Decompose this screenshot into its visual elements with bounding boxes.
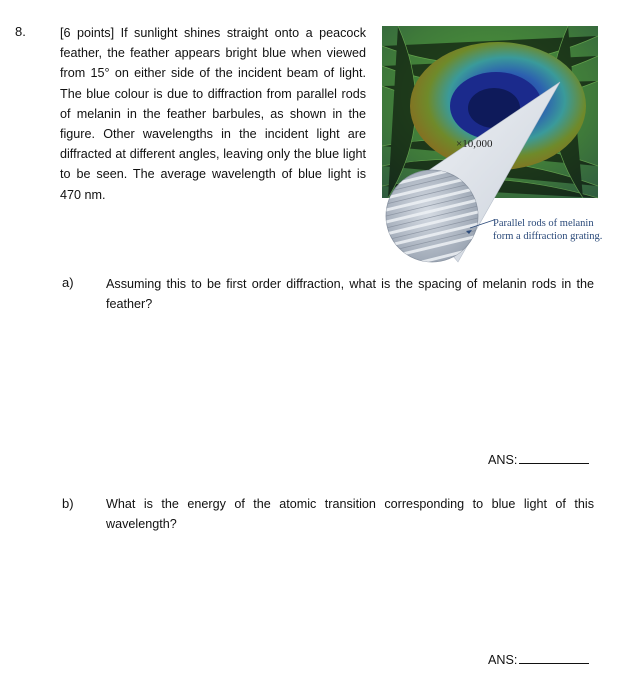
part-a-question: Assuming this to be first order diffraction, what is the spacing of melanin rods in the feather? (106, 277, 594, 311)
part-a-answer-line[interactable] (519, 452, 589, 464)
part-a-answer-label: ANS: (488, 453, 518, 467)
figure-caption: Parallel rods of melanin form a diffraction grating. (493, 218, 603, 242)
part-b-label: b) (62, 496, 74, 511)
question-number: 8. (15, 24, 26, 39)
question-intro: [6 points] If sunlight shines straight onto a peacock feather, the feather appears bright blue when viewed from 15° on either side of the incident beam of light. The blue colour is due to diffraction from parallel rods of melanin in the feather barbules, as shown in the figure. Other wavelengths in the incident light are diffracted at different angles, leaving only the blue light to be seen. The average wavelength of blue light is 470 nm. (60, 26, 366, 202)
magnification-label: ×10,000 (456, 138, 493, 150)
part-b-answer-label: ANS: (488, 653, 518, 667)
part-a-answer (488, 452, 589, 467)
part-b-answer-line[interactable] (519, 652, 589, 664)
part-b-answer (488, 652, 589, 667)
part-a-label: a) (62, 275, 74, 290)
part-b-question: What is the energy of the atomic transition corresponding to blue light of this wavelength? (106, 497, 594, 531)
